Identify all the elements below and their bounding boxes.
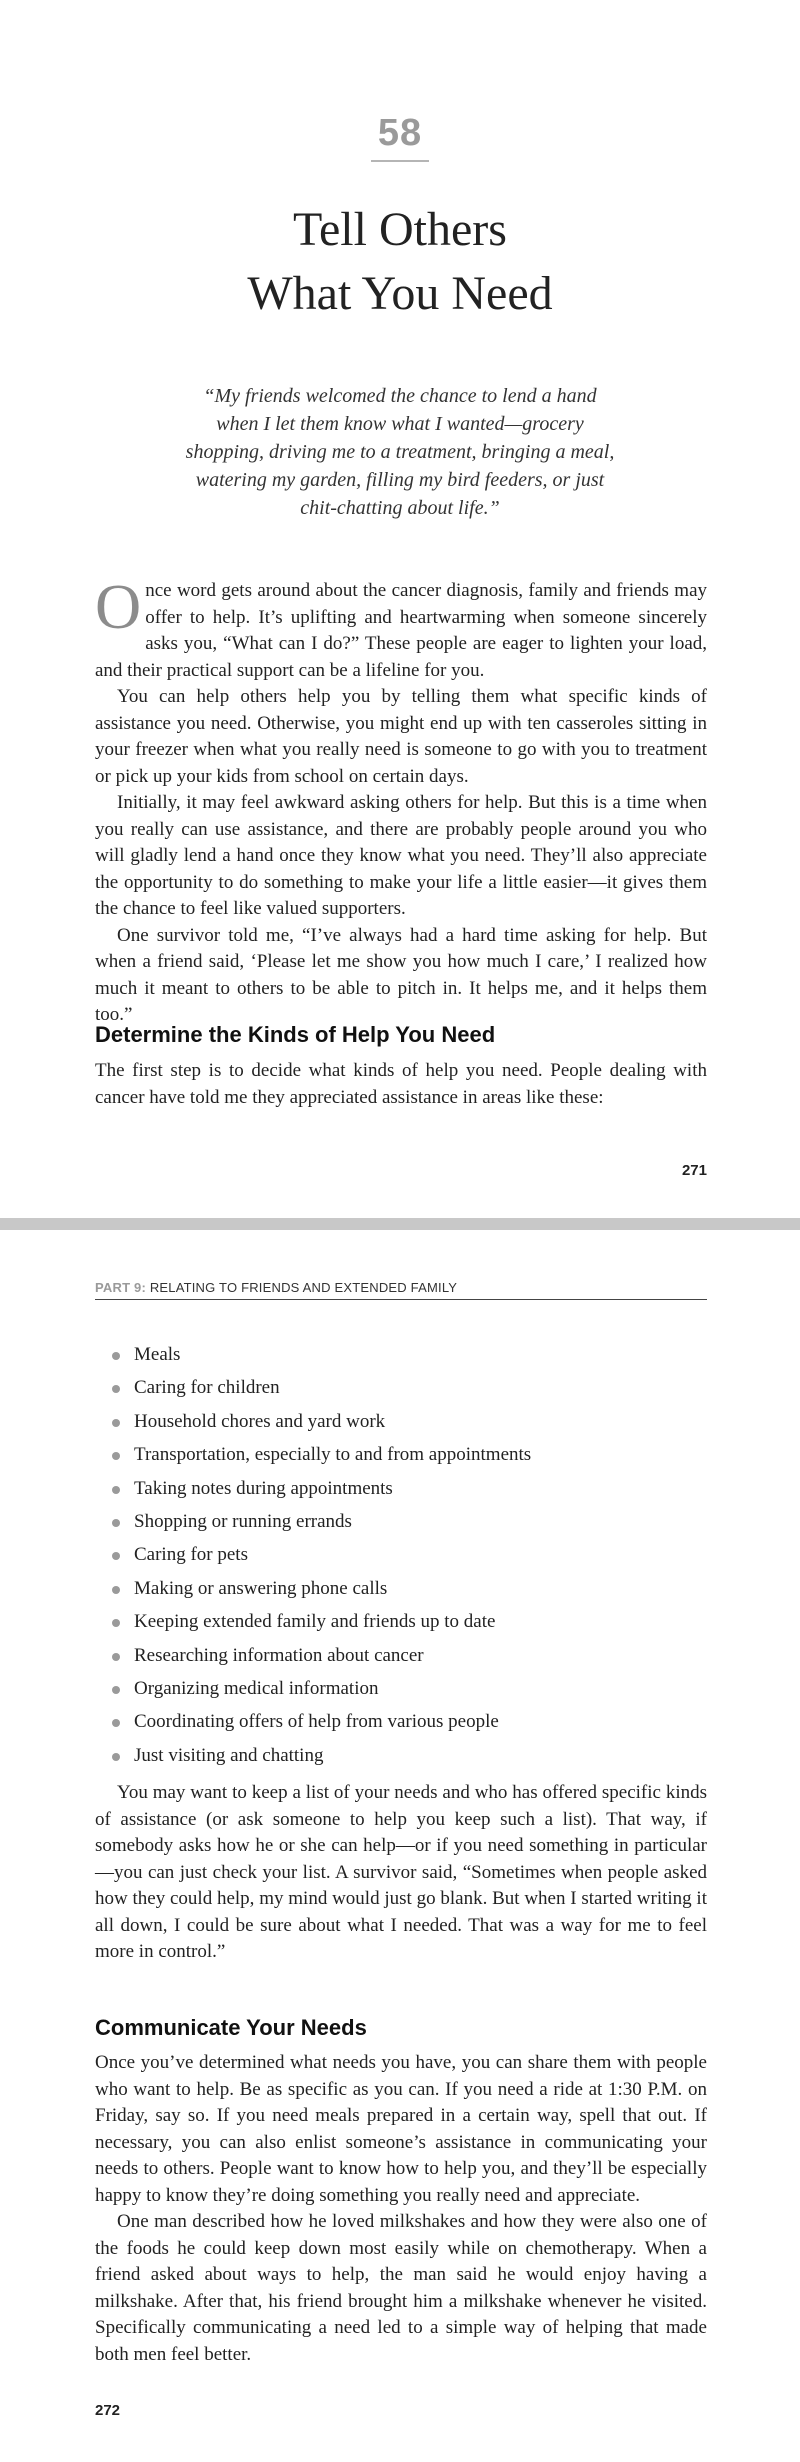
list-item — [110, 1338, 707, 1371]
bullet-dot-icon — [112, 1653, 120, 1661]
list-followup-text — [95, 1780, 707, 1966]
bullet-dot-icon — [112, 1452, 120, 1460]
help-areas-list — [110, 1338, 707, 1772]
drop-cap: O — [95, 571, 142, 642]
paragraph — [95, 571, 707, 684]
running-head-title: RELATING TO FRIENDS AND EXTENDED FAMILY — [149, 1280, 458, 1295]
list-item — [110, 1438, 707, 1471]
page-number: 271 — [681, 1162, 707, 1179]
list-item — [110, 1705, 707, 1738]
section-heading: Communicate Your Needs — [95, 2015, 367, 2040]
list-item-text: Researching information about cancer — [134, 1644, 424, 1666]
chapter-number-underline — [371, 160, 429, 162]
bullet-dot-icon — [112, 1686, 120, 1694]
list-item — [110, 1639, 707, 1672]
list-item-text: Caring for children — [134, 1377, 280, 1399]
chapter-number: 58 — [377, 112, 423, 154]
chapter-title-line-2: What You Need — [247, 267, 553, 320]
section-intro-text — [95, 1058, 707, 1111]
epigraph-quote: “My friends welcomed the chance to lend a hand when I let them know what I wanted—grocery shopping, driving me to a treatment, bringing a meal, watering my garden, filling my bird feeders, or just chit-chatting about life.” — [185, 385, 615, 519]
list-item-text: Just visiting and chatting — [134, 1744, 324, 1766]
bullet-dot-icon — [112, 1552, 120, 1560]
running-head-part: PART 9: — [95, 1280, 146, 1295]
bullet-dot-icon — [112, 1486, 120, 1494]
intro-text — [95, 571, 707, 1029]
bullet-dot-icon — [112, 1352, 120, 1360]
list-item — [110, 1739, 707, 1772]
chapter-title — [0, 198, 800, 326]
section-heading: Determine the Kinds of Help You Need — [95, 1022, 496, 1047]
bullet-dot-icon — [112, 1586, 120, 1594]
paragraph: You can help others help you by telling them what specific kinds of assistance you need. Otherwise, you might end up with ten casseroles sitting in your freezer when what you really need is someone to go with you to treatment or pick up your kids from school on certain days. — [95, 686, 707, 787]
paragraph: One survivor told me, “I’ve always had a hard time asking for help. But when a friend said, ‘Please let me show you how much I care,’ I realized how much it meant to others to be able to pitch in. It helps me, and it helps them too.” — [95, 924, 707, 1025]
bullet-dot-icon — [112, 1719, 120, 1727]
list-item — [110, 1505, 707, 1538]
list-item — [110, 1405, 707, 1438]
list-item-text: Coordinating offers of help from various people — [134, 1711, 499, 1733]
paragraph: One man described how he loved milkshakes and how they were also one of the foods he could keep down most easily while on chemotherapy. When a friend asked about ways to help, the man said he would enjoy having a milkshake. After that, his friend brought him a milkshake whenever he visited. Specifically communicating a need led to a simple way of helping that made both men feel better. — [95, 2211, 707, 2365]
list-item — [110, 1538, 707, 1571]
bullet-dot-icon — [112, 1519, 120, 1527]
paragraph: Initially, it may feel awkward asking others for help. But this is a time when you really can use assistance, and there are probably people around you who will gladly lend a hand once they know what you need. They’ll also appreciate the opportunity to do something to make your life a little easier—it gives them the chance to feel like valued supporters. — [95, 792, 707, 919]
page-272 — [0, 1230, 800, 2462]
list-item-text: Shopping or running errands — [134, 1511, 352, 1533]
paragraph: The first step is to decide what kinds of help you need. People dealing with cancer have told me they appreciated assistance in areas like these: — [95, 1060, 707, 1108]
page-271 — [0, 0, 800, 1218]
paragraph-text: nce word gets around about the cancer diagnosis, family and friends may offer to help. It’s uplifting and heartwarming when someone sincerely asks you, “What can I do?” These people are eager to lighten your load, and their practical support can be a lifeline for you. — [95, 580, 707, 681]
bullet-dot-icon — [112, 1619, 120, 1627]
paragraph: You may want to keep a list of your needs and who has offered specific kinds of assistance (or ask someone to help you keep such a list). That way, if somebody asks how he or she can help—or if you need something in particular—you can just check your list. A survivor said, “Sometimes when people asked how they could help, my mind would just go blank. But when I started writing it all down, I could be sure about what I needed. That was a way for me to feel more in control.” — [95, 1782, 707, 1962]
list-item — [110, 1472, 707, 1505]
list-item — [110, 1605, 707, 1638]
list-item-text: Transportation, especially to and from appointments — [134, 1444, 532, 1466]
chapter-title-line-1: Tell Others — [293, 203, 507, 256]
list-item-text: Caring for pets — [134, 1544, 248, 1566]
list-item — [110, 1572, 707, 1605]
list-item-text: Meals — [134, 1344, 181, 1365]
list-item-text: Household chores and yard work — [134, 1410, 386, 1432]
bullet-dot-icon — [112, 1419, 120, 1427]
bullet-dot-icon — [112, 1753, 120, 1761]
bullet-dot-icon — [112, 1385, 120, 1393]
list-item — [110, 1371, 707, 1404]
list-item-text: Organizing medical information — [134, 1678, 379, 1700]
page-number: 272 — [95, 2402, 121, 2419]
list-item — [110, 1672, 707, 1705]
communicate-text — [95, 2050, 707, 2368]
running-head — [95, 1280, 707, 1300]
list-item-text: Keeping extended family and friends up to date — [134, 1611, 496, 1633]
list-item-text: Making or answering phone calls — [134, 1577, 388, 1599]
list-item-text: Taking notes during appointments — [134, 1477, 393, 1499]
paragraph: Once you’ve determined what needs you have, you can share them with people who want to help. Be as specific as you can. If you need a ride at 1:30 P.M. on Friday, say so. If you need meals prepared in a certain way, spell that out. If necessary, you can also enlist someone’s assistance in communicating your needs to others. People want to know how to help you, and they’ll be especially happy to know they’re doing something you really need and appreciate. — [95, 2052, 707, 2206]
